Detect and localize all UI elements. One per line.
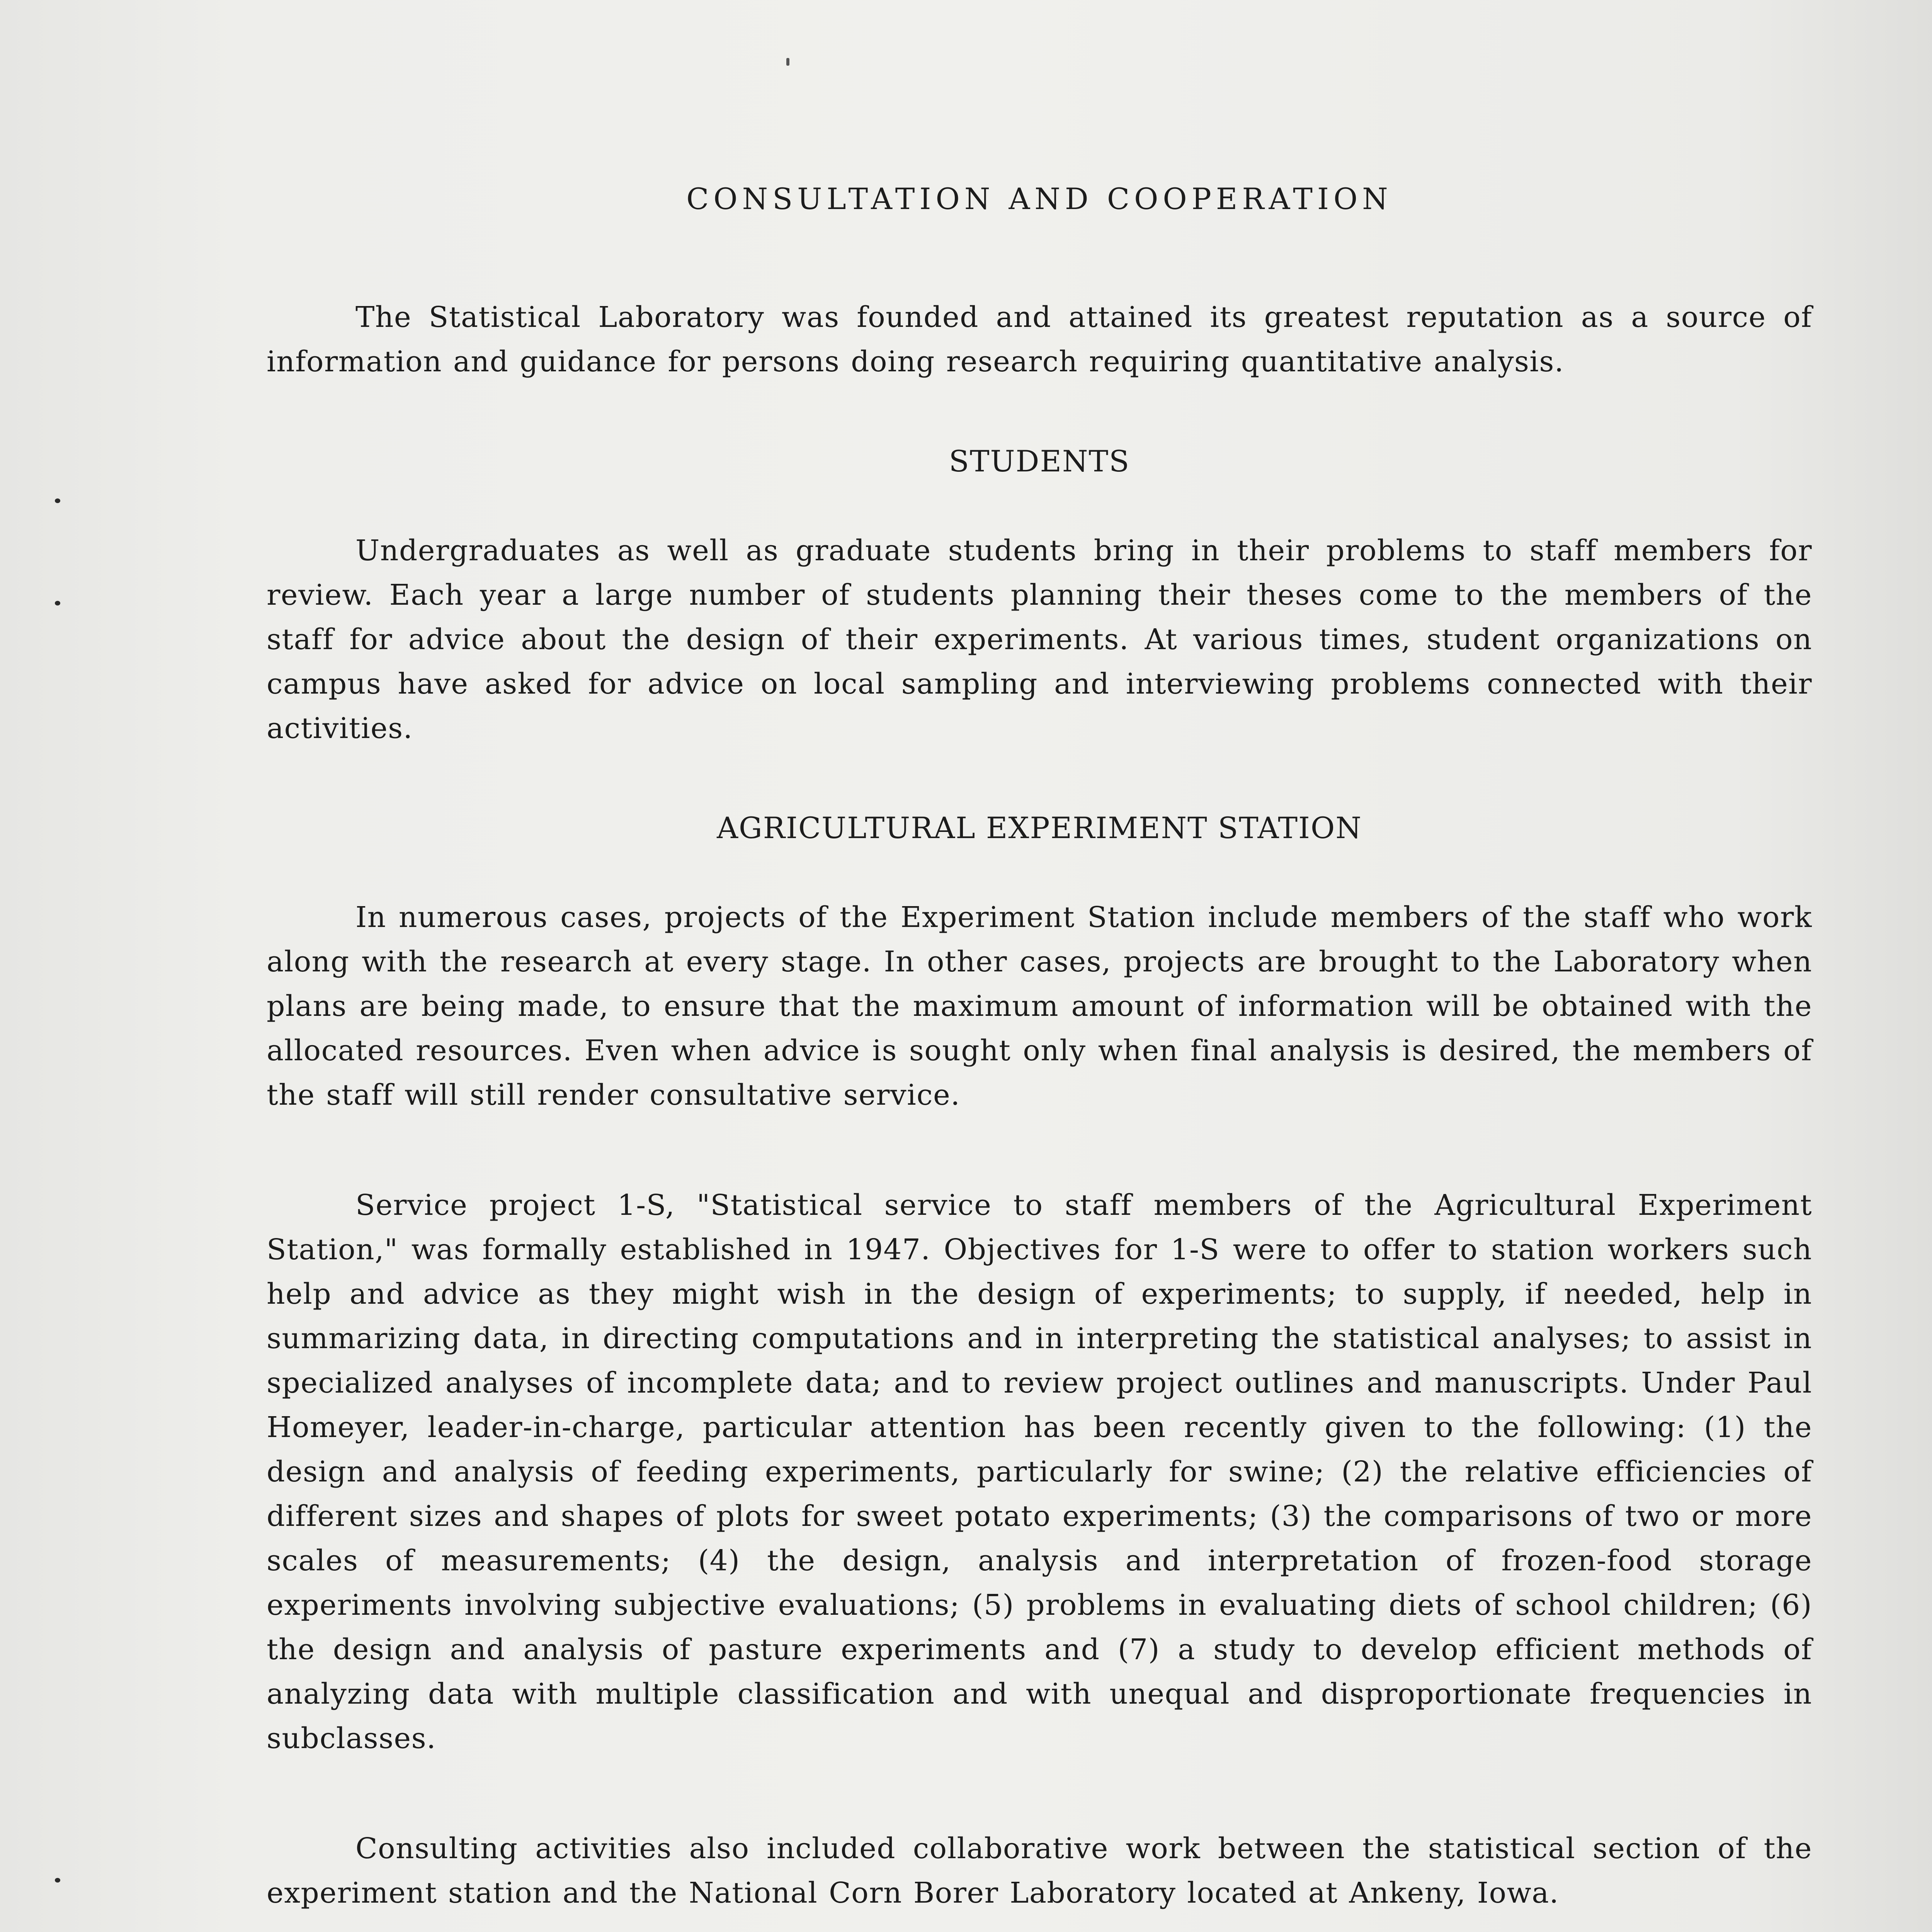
margin-mark [786, 58, 789, 66]
experiment-station-paragraph-2: Service project 1-S, "Statistical service to staff members of the Agricultural Experiment Station," was formally established in 1947. Objectives for 1-S were to offer to station workers such help and advice as they might wish in the design of experiments; to supply, if needed, help in summarizing data, in directing computations and in interpreting the statistical analyses; to assist in specialized analyses of incomplete data; and to review project outlines and manuscripts. Under Paul Homeyer, leader-in-charge, particular attention has been recently given to the following: (1) the design and analysis of feeding experiments, particularly for swine; (2) the relative efficiencies of different sizes and shapes of plots for sweet potato experiments; (3) the comparisons of two or more scales of measurements; (4) the design, analysis and interpretation of frozen-food storage experiments involving subjective evaluations; (5) problems in evaluating diets of school children; (6) the design and analysis of pasture experiments and (7) a study to develop efficient methods of analyzing data with multiple classification and with unequal and disproportionate frequencies in subclasses. [267, 1189, 1812, 1755]
students-paragraph: Undergraduates as well as graduate students bring in their problems to staff members for review. Each year a large number of students planning their theses come to the members of the staff for advice about the design of their experiments. At various times, student organizations on campus have asked for advice on local sampling and interviewing problems connected with their activities. [267, 534, 1812, 745]
section-title-students: STUDENTS [949, 444, 1130, 478]
margin-mark [55, 1878, 60, 1883]
text-column [267, 182, 1812, 1915]
intro-paragraph: The Statistical Laboratory was founded and attained its greatest reputation as a source of information and guidance for persons doing research requiring quantitative analysis. [267, 301, 1812, 378]
margin-mark [55, 498, 60, 503]
page-title: CONSULTATION AND COOPERATION [686, 182, 1393, 216]
experiment-station-paragraph-1: In numerous cases, projects of the Experiment Station include members of the staff who work along with the research at every stage. In other cases, projects are brought to the Laboratory when plans are being made, to ensure that the maximum amount of information will be obtained with the allocated resources. Even when advice is sought only when final analysis is desired, the members of the staff will still render consultative service. [267, 901, 1812, 1112]
margin-mark [55, 601, 60, 605]
section-title-agricultural-experiment-station: AGRICULTURAL EXPERIMENT STATION [717, 811, 1362, 845]
experiment-station-paragraph-3: Consulting activities also included collaborative work between the statistical section of the experiment station and the National Corn Borer Laboratory located at Ankeny, Iowa. [267, 1832, 1812, 1910]
